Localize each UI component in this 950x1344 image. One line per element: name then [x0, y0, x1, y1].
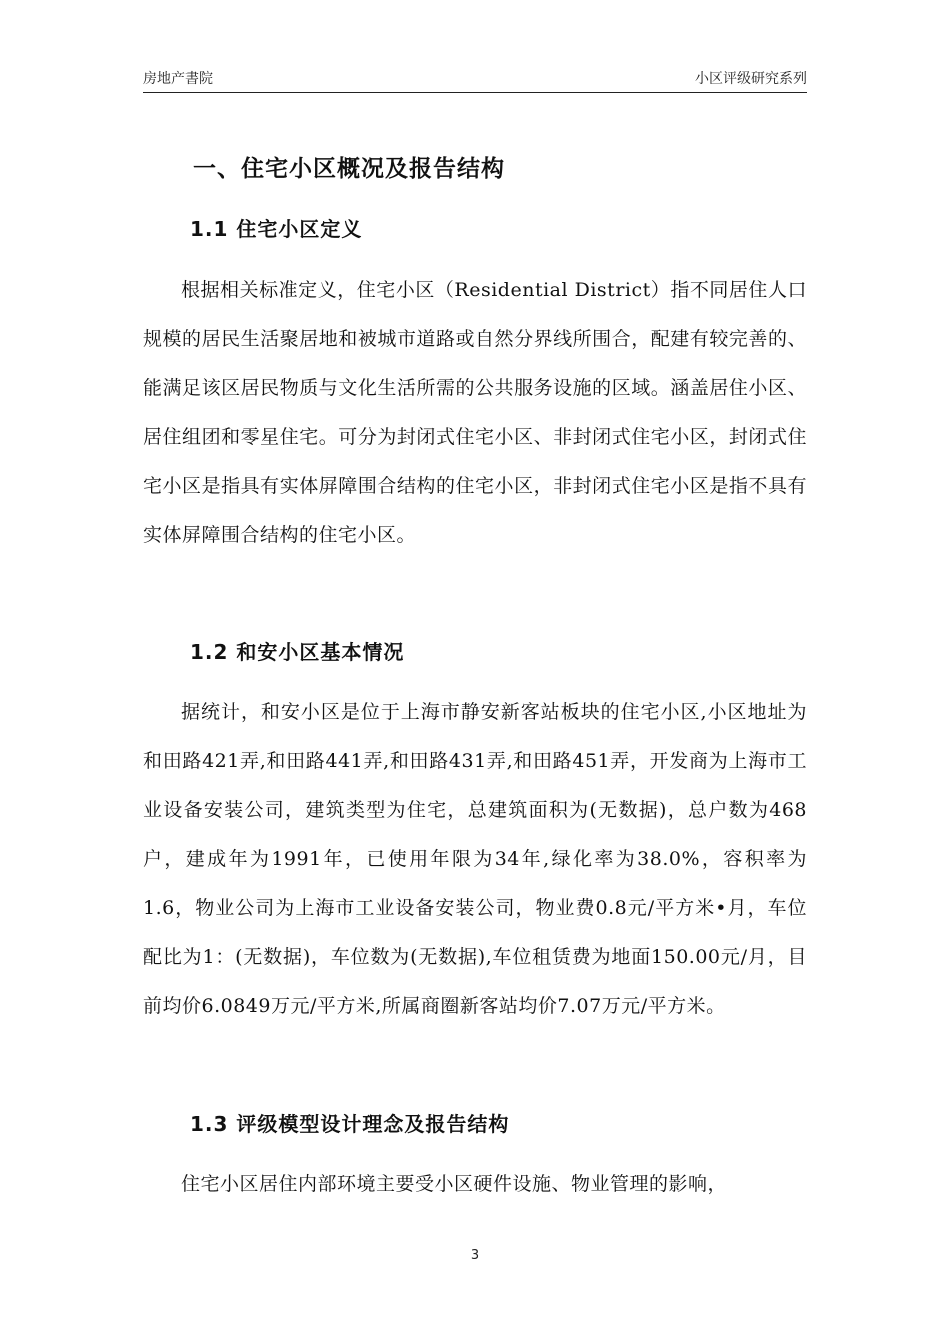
section-paragraph-1-3: 住宅小区居住内部环境主要受小区硬件设施、物业管理的影响，	[181, 1173, 728, 1195]
section-heading-1-1: 1.1 住宅小区定义	[190, 217, 363, 241]
header-series-title: 小区评级研究系列	[695, 71, 807, 87]
section-paragraph-1-2: 据统计，和安小区是位于上海市静安新客站板块的住宅小区,小区地址为和田路421弄,和田路441弄,和田路431弄,和田路451弄，开发商为上海市工业设备安装公司，建筑类型为住宅，总建筑面积为(无数据)，总户数为468户，建成年为1991年，已使用年限为34年,绿化率为38.0%，容积率为1.6，物业公司为上海市工业设备安装公司，物业费0.8元/平方米•月，车位配比为1：(无数据)，车位数为(无数据),车位租赁费为地面150.00元/月，目前均价6.0849万元/平方米,所属商圈新客站均价7.07万元/平方米。	[143, 701, 807, 1017]
page-header	[143, 60, 807, 93]
section-paragraph-1-1: 根据相关标准定义，住宅小区（Residential District）指不同居住人口规模的居民生活聚居地和被城市道路或自然分界线所围合，配建有较完善的、能满足该区居民物质与文化生活所需的公共服务设施的区域。涵盖居住小区、居住组团和零星住宅。可分为封闭式住宅小区、非封闭式住宅小区，封闭式住宅小区是指具有实体屏障围合结构的住宅小区，非封闭式住宅小区是指不具有实体屏障围合结构的住宅小区。	[143, 279, 807, 546]
chapter-title: 一、住宅小区概况及报告结构	[193, 156, 505, 182]
section-heading-1-3: 1.3 评级模型设计理念及报告结构	[190, 1112, 510, 1136]
header-publisher: 房地产書院	[143, 71, 213, 87]
page-number: 3	[470, 1248, 480, 1263]
section-heading-1-2: 1.2 和安小区基本情况	[190, 640, 405, 664]
